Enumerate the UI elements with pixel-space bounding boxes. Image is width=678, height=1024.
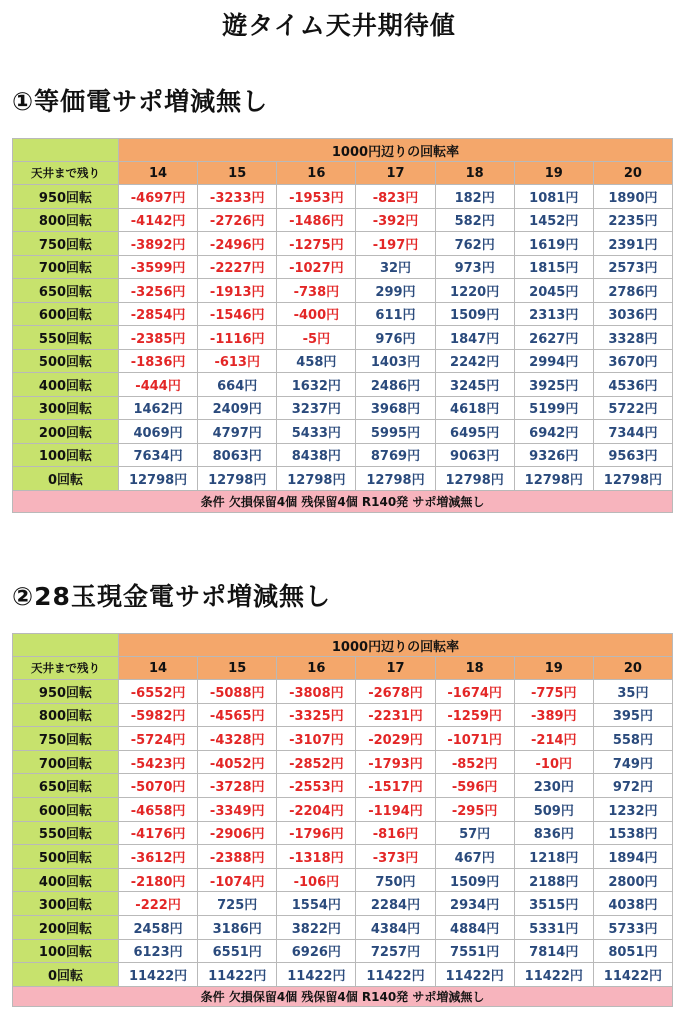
value-cell: -5724円 bbox=[119, 727, 198, 751]
column-header: 17 bbox=[356, 162, 435, 185]
value-cell: -2726円 bbox=[198, 208, 277, 232]
value-cell: -1486円 bbox=[277, 208, 356, 232]
table-row bbox=[13, 373, 673, 397]
value-cell: -823円 bbox=[356, 185, 435, 209]
value-cell: -2385円 bbox=[119, 326, 198, 350]
table-row bbox=[13, 208, 673, 232]
value-cell: -214円 bbox=[514, 727, 593, 751]
value-cell: 1894円 bbox=[593, 845, 672, 869]
row-label: 500回転 bbox=[13, 349, 119, 373]
value-cell: 1509円 bbox=[435, 302, 514, 326]
column-header: 15 bbox=[198, 162, 277, 185]
table-row bbox=[13, 915, 673, 939]
value-cell: 12798円 bbox=[593, 467, 672, 491]
value-cell: -1194円 bbox=[356, 797, 435, 821]
value-cell: -1027円 bbox=[277, 255, 356, 279]
value-cell: 57円 bbox=[435, 821, 514, 845]
value-cell: 1462円 bbox=[119, 396, 198, 420]
value-cell: 5433円 bbox=[277, 420, 356, 444]
value-cell: 12798円 bbox=[119, 467, 198, 491]
footer-row bbox=[13, 986, 673, 1006]
value-cell: 35円 bbox=[593, 680, 672, 704]
value-cell: 467円 bbox=[435, 845, 514, 869]
column-header: 18 bbox=[435, 162, 514, 185]
value-cell: 8438円 bbox=[277, 443, 356, 467]
value-cell: 2786円 bbox=[593, 279, 672, 303]
row-label: 550回転 bbox=[13, 821, 119, 845]
value-cell: 1815円 bbox=[514, 255, 593, 279]
value-cell: 3968円 bbox=[356, 396, 435, 420]
expected-value-table-equal-rate bbox=[12, 138, 673, 513]
value-cell: -4328円 bbox=[198, 727, 277, 751]
table-row bbox=[13, 727, 673, 751]
value-cell: -4658円 bbox=[119, 797, 198, 821]
value-cell: 7344円 bbox=[593, 420, 672, 444]
value-cell: 4618円 bbox=[435, 396, 514, 420]
value-cell: 1619円 bbox=[514, 232, 593, 256]
value-cell: -2852円 bbox=[277, 750, 356, 774]
value-cell: 11422円 bbox=[198, 963, 277, 987]
value-cell: -1674円 bbox=[435, 680, 514, 704]
header-row bbox=[13, 634, 673, 657]
value-cell: 5331円 bbox=[514, 915, 593, 939]
value-cell: -10円 bbox=[514, 750, 593, 774]
value-cell: -2496円 bbox=[198, 232, 277, 256]
value-cell: -3599円 bbox=[119, 255, 198, 279]
value-cell: 1538円 bbox=[593, 821, 672, 845]
conditions-footer: 条件 欠損保留4個 残保留4個 R140発 サポ増減無し bbox=[13, 986, 673, 1006]
value-cell: 1452円 bbox=[514, 208, 593, 232]
table-row bbox=[13, 963, 673, 987]
table-row bbox=[13, 232, 673, 256]
value-cell: -4697円 bbox=[119, 185, 198, 209]
value-cell: 973円 bbox=[435, 255, 514, 279]
value-cell: 2409円 bbox=[198, 396, 277, 420]
value-cell: -1318円 bbox=[277, 845, 356, 869]
value-cell: 8063円 bbox=[198, 443, 277, 467]
value-cell: -6552円 bbox=[119, 680, 198, 704]
row-label: 100回転 bbox=[13, 443, 119, 467]
value-cell: -738円 bbox=[277, 279, 356, 303]
value-cell: 1081円 bbox=[514, 185, 593, 209]
column-header: 19 bbox=[514, 162, 593, 185]
value-cell: 182円 bbox=[435, 185, 514, 209]
value-cell: -400円 bbox=[277, 302, 356, 326]
value-cell: -3612円 bbox=[119, 845, 198, 869]
conditions-footer: 条件 欠損保留4個 残保留4個 R140発 サポ増減無し bbox=[13, 490, 673, 512]
row-label: 650回転 bbox=[13, 279, 119, 303]
value-cell: 2994円 bbox=[514, 349, 593, 373]
value-cell: 2458円 bbox=[119, 915, 198, 939]
value-cell: 6551円 bbox=[198, 939, 277, 963]
value-cell: -3107円 bbox=[277, 727, 356, 751]
header-corner-blank bbox=[13, 139, 119, 162]
value-cell: -852円 bbox=[435, 750, 514, 774]
value-cell: 12798円 bbox=[514, 467, 593, 491]
value-cell: 3245円 bbox=[435, 373, 514, 397]
column-header: 20 bbox=[593, 657, 672, 680]
value-cell: 3036円 bbox=[593, 302, 672, 326]
value-cell: -2029円 bbox=[356, 727, 435, 751]
value-cell: 1554円 bbox=[277, 892, 356, 916]
value-cell: -2553円 bbox=[277, 774, 356, 798]
header-row bbox=[13, 139, 673, 162]
value-cell: 11422円 bbox=[356, 963, 435, 987]
value-cell: 3822円 bbox=[277, 915, 356, 939]
value-cell: 11422円 bbox=[435, 963, 514, 987]
value-cell: 3328円 bbox=[593, 326, 672, 350]
value-cell: 7814円 bbox=[514, 939, 593, 963]
value-cell: 9063円 bbox=[435, 443, 514, 467]
value-cell: 558円 bbox=[593, 727, 672, 751]
value-cell: -1074円 bbox=[198, 868, 277, 892]
value-cell: -4176円 bbox=[119, 821, 198, 845]
value-cell: 3515円 bbox=[514, 892, 593, 916]
table-row bbox=[13, 868, 673, 892]
value-cell: -1071円 bbox=[435, 727, 514, 751]
value-cell: -775円 bbox=[514, 680, 593, 704]
value-cell: -3892円 bbox=[119, 232, 198, 256]
value-cell: -1546円 bbox=[198, 302, 277, 326]
rate-header: 1000円辺りの回転率 bbox=[119, 139, 673, 162]
value-cell: -4142円 bbox=[119, 208, 198, 232]
value-cell: -222円 bbox=[119, 892, 198, 916]
value-cell: -106円 bbox=[277, 868, 356, 892]
value-cell: 8051円 bbox=[593, 939, 672, 963]
column-header: 14 bbox=[119, 162, 198, 185]
value-cell: -3808円 bbox=[277, 680, 356, 704]
value-cell: -2388円 bbox=[198, 845, 277, 869]
value-cell: 3925円 bbox=[514, 373, 593, 397]
value-cell: 6495円 bbox=[435, 420, 514, 444]
value-cell: 4384円 bbox=[356, 915, 435, 939]
row-label: 550回転 bbox=[13, 326, 119, 350]
value-cell: 11422円 bbox=[119, 963, 198, 987]
column-header: 15 bbox=[198, 657, 277, 680]
column-header: 17 bbox=[356, 657, 435, 680]
value-cell: -5070円 bbox=[119, 774, 198, 798]
column-header-row bbox=[13, 162, 673, 185]
row-label: 0回転 bbox=[13, 963, 119, 987]
value-cell: -4565円 bbox=[198, 703, 277, 727]
table-row bbox=[13, 845, 673, 869]
table-row bbox=[13, 302, 673, 326]
table-row bbox=[13, 255, 673, 279]
value-cell: 4069円 bbox=[119, 420, 198, 444]
value-cell: 395円 bbox=[593, 703, 672, 727]
value-cell: 1632円 bbox=[277, 373, 356, 397]
value-cell: 2284円 bbox=[356, 892, 435, 916]
column-header: 18 bbox=[435, 657, 514, 680]
value-cell: 5733円 bbox=[593, 915, 672, 939]
row-label: 400回転 bbox=[13, 373, 119, 397]
value-cell: 12798円 bbox=[277, 467, 356, 491]
corner-label: 天井まで残り bbox=[13, 657, 119, 680]
rate-header: 1000円辺りの回転率 bbox=[119, 634, 673, 657]
value-cell: 976円 bbox=[356, 326, 435, 350]
value-cell: -373円 bbox=[356, 845, 435, 869]
row-label: 400回転 bbox=[13, 868, 119, 892]
column-header: 20 bbox=[593, 162, 672, 185]
value-cell: -3256円 bbox=[119, 279, 198, 303]
value-cell: 4038円 bbox=[593, 892, 672, 916]
value-cell: -1913円 bbox=[198, 279, 277, 303]
table-row bbox=[13, 797, 673, 821]
value-cell: -1793円 bbox=[356, 750, 435, 774]
table-row bbox=[13, 443, 673, 467]
value-cell: 1890円 bbox=[593, 185, 672, 209]
value-cell: 509円 bbox=[514, 797, 593, 821]
row-label: 500回転 bbox=[13, 845, 119, 869]
value-cell: 4884円 bbox=[435, 915, 514, 939]
section-title-equal-rate: ①等価電サポ増減無し bbox=[12, 87, 269, 116]
column-header: 19 bbox=[514, 657, 593, 680]
value-cell: -613円 bbox=[198, 349, 277, 373]
corner-label: 天井まで残り bbox=[13, 162, 119, 185]
value-cell: 2934円 bbox=[435, 892, 514, 916]
value-cell: -5982円 bbox=[119, 703, 198, 727]
value-cell: 9326円 bbox=[514, 443, 593, 467]
value-cell: 12798円 bbox=[356, 467, 435, 491]
value-cell: 6926円 bbox=[277, 939, 356, 963]
value-cell: 5995円 bbox=[356, 420, 435, 444]
value-cell: -1836円 bbox=[119, 349, 198, 373]
value-cell: -816円 bbox=[356, 821, 435, 845]
table-row bbox=[13, 185, 673, 209]
value-cell: 7257円 bbox=[356, 939, 435, 963]
value-cell: 4797円 bbox=[198, 420, 277, 444]
value-cell: -1259円 bbox=[435, 703, 514, 727]
column-header-row bbox=[13, 657, 673, 680]
value-cell: -389円 bbox=[514, 703, 593, 727]
row-label: 950回転 bbox=[13, 680, 119, 704]
row-label: 800回転 bbox=[13, 208, 119, 232]
value-cell: -1796円 bbox=[277, 821, 356, 845]
value-cell: -596円 bbox=[435, 774, 514, 798]
table-row bbox=[13, 326, 673, 350]
value-cell: 611円 bbox=[356, 302, 435, 326]
value-cell: 8769円 bbox=[356, 443, 435, 467]
value-cell: 9563円 bbox=[593, 443, 672, 467]
table-row bbox=[13, 821, 673, 845]
row-label: 800回転 bbox=[13, 703, 119, 727]
column-header: 16 bbox=[277, 657, 356, 680]
value-cell: 3186円 bbox=[198, 915, 277, 939]
table-row bbox=[13, 939, 673, 963]
table-row bbox=[13, 279, 673, 303]
table-row bbox=[13, 774, 673, 798]
row-label: 750回転 bbox=[13, 727, 119, 751]
value-cell: 3237円 bbox=[277, 396, 356, 420]
value-cell: 836円 bbox=[514, 821, 593, 845]
value-cell: -5088円 bbox=[198, 680, 277, 704]
value-cell: -3233円 bbox=[198, 185, 277, 209]
value-cell: 11422円 bbox=[593, 963, 672, 987]
row-label: 300回転 bbox=[13, 396, 119, 420]
value-cell: -5423円 bbox=[119, 750, 198, 774]
value-cell: 12798円 bbox=[198, 467, 277, 491]
value-cell: 582円 bbox=[435, 208, 514, 232]
value-cell: -3728円 bbox=[198, 774, 277, 798]
value-cell: -5円 bbox=[277, 326, 356, 350]
value-cell: 11422円 bbox=[277, 963, 356, 987]
value-cell: 750円 bbox=[356, 868, 435, 892]
value-cell: 32円 bbox=[356, 255, 435, 279]
footer-row bbox=[13, 490, 673, 512]
value-cell: 2045円 bbox=[514, 279, 593, 303]
value-cell: 2627円 bbox=[514, 326, 593, 350]
value-cell: -3349円 bbox=[198, 797, 277, 821]
section-title-28-ball-cash: ②28玉現金電サポ増減無し bbox=[12, 582, 331, 611]
header-corner-blank bbox=[13, 634, 119, 657]
value-cell: -295円 bbox=[435, 797, 514, 821]
value-cell: 2242円 bbox=[435, 349, 514, 373]
expected-value-table-28-ball-cash bbox=[12, 633, 673, 1007]
row-label: 200回転 bbox=[13, 915, 119, 939]
table-row bbox=[13, 703, 673, 727]
value-cell: 230円 bbox=[514, 774, 593, 798]
value-cell: 3670円 bbox=[593, 349, 672, 373]
value-cell: 5722円 bbox=[593, 396, 672, 420]
value-cell: -2231円 bbox=[356, 703, 435, 727]
page-title: 遊タイム天井期待値 bbox=[222, 11, 456, 40]
table-row bbox=[13, 680, 673, 704]
value-cell: 725円 bbox=[198, 892, 277, 916]
value-cell: -2204円 bbox=[277, 797, 356, 821]
table-row bbox=[13, 750, 673, 774]
value-cell: 2313円 bbox=[514, 302, 593, 326]
value-cell: 664円 bbox=[198, 373, 277, 397]
value-cell: 1403円 bbox=[356, 349, 435, 373]
value-cell: -444円 bbox=[119, 373, 198, 397]
value-cell: 1847円 bbox=[435, 326, 514, 350]
value-cell: 749円 bbox=[593, 750, 672, 774]
row-label: 750回転 bbox=[13, 232, 119, 256]
row-label: 200回転 bbox=[13, 420, 119, 444]
value-cell: 7551円 bbox=[435, 939, 514, 963]
value-cell: 5199円 bbox=[514, 396, 593, 420]
value-cell: -3325円 bbox=[277, 703, 356, 727]
row-label: 100回転 bbox=[13, 939, 119, 963]
value-cell: 12798円 bbox=[435, 467, 514, 491]
value-cell: 7634円 bbox=[119, 443, 198, 467]
value-cell: 2235円 bbox=[593, 208, 672, 232]
value-cell: -197円 bbox=[356, 232, 435, 256]
value-cell: -1517円 bbox=[356, 774, 435, 798]
value-cell: 6942円 bbox=[514, 420, 593, 444]
row-label: 600回転 bbox=[13, 797, 119, 821]
table-row bbox=[13, 349, 673, 373]
value-cell: -1953円 bbox=[277, 185, 356, 209]
value-cell: 2188円 bbox=[514, 868, 593, 892]
value-cell: -4052円 bbox=[198, 750, 277, 774]
value-cell: -1275円 bbox=[277, 232, 356, 256]
value-cell: 972円 bbox=[593, 774, 672, 798]
table-row bbox=[13, 420, 673, 444]
row-label: 300回転 bbox=[13, 892, 119, 916]
value-cell: 4536円 bbox=[593, 373, 672, 397]
value-cell: -2906円 bbox=[198, 821, 277, 845]
value-cell: 2800円 bbox=[593, 868, 672, 892]
value-cell: 2391円 bbox=[593, 232, 672, 256]
table-row bbox=[13, 892, 673, 916]
table-row bbox=[13, 467, 673, 491]
value-cell: 1232円 bbox=[593, 797, 672, 821]
value-cell: 2573円 bbox=[593, 255, 672, 279]
row-label: 950回転 bbox=[13, 185, 119, 209]
value-cell: -2227円 bbox=[198, 255, 277, 279]
value-cell: -2678円 bbox=[356, 680, 435, 704]
row-label: 650回転 bbox=[13, 774, 119, 798]
value-cell: 1218円 bbox=[514, 845, 593, 869]
row-label: 600回転 bbox=[13, 302, 119, 326]
value-cell: 1220円 bbox=[435, 279, 514, 303]
value-cell: 11422円 bbox=[514, 963, 593, 987]
value-cell: 299円 bbox=[356, 279, 435, 303]
column-header: 14 bbox=[119, 657, 198, 680]
column-header: 16 bbox=[277, 162, 356, 185]
row-label: 700回転 bbox=[13, 255, 119, 279]
value-cell: 2486円 bbox=[356, 373, 435, 397]
value-cell: -2854円 bbox=[119, 302, 198, 326]
value-cell: -392円 bbox=[356, 208, 435, 232]
row-label: 0回転 bbox=[13, 467, 119, 491]
value-cell: 1509円 bbox=[435, 868, 514, 892]
value-cell: -1116円 bbox=[198, 326, 277, 350]
row-label: 700回転 bbox=[13, 750, 119, 774]
value-cell: -2180円 bbox=[119, 868, 198, 892]
value-cell: 762円 bbox=[435, 232, 514, 256]
value-cell: 6123円 bbox=[119, 939, 198, 963]
table-row bbox=[13, 396, 673, 420]
value-cell: 458円 bbox=[277, 349, 356, 373]
